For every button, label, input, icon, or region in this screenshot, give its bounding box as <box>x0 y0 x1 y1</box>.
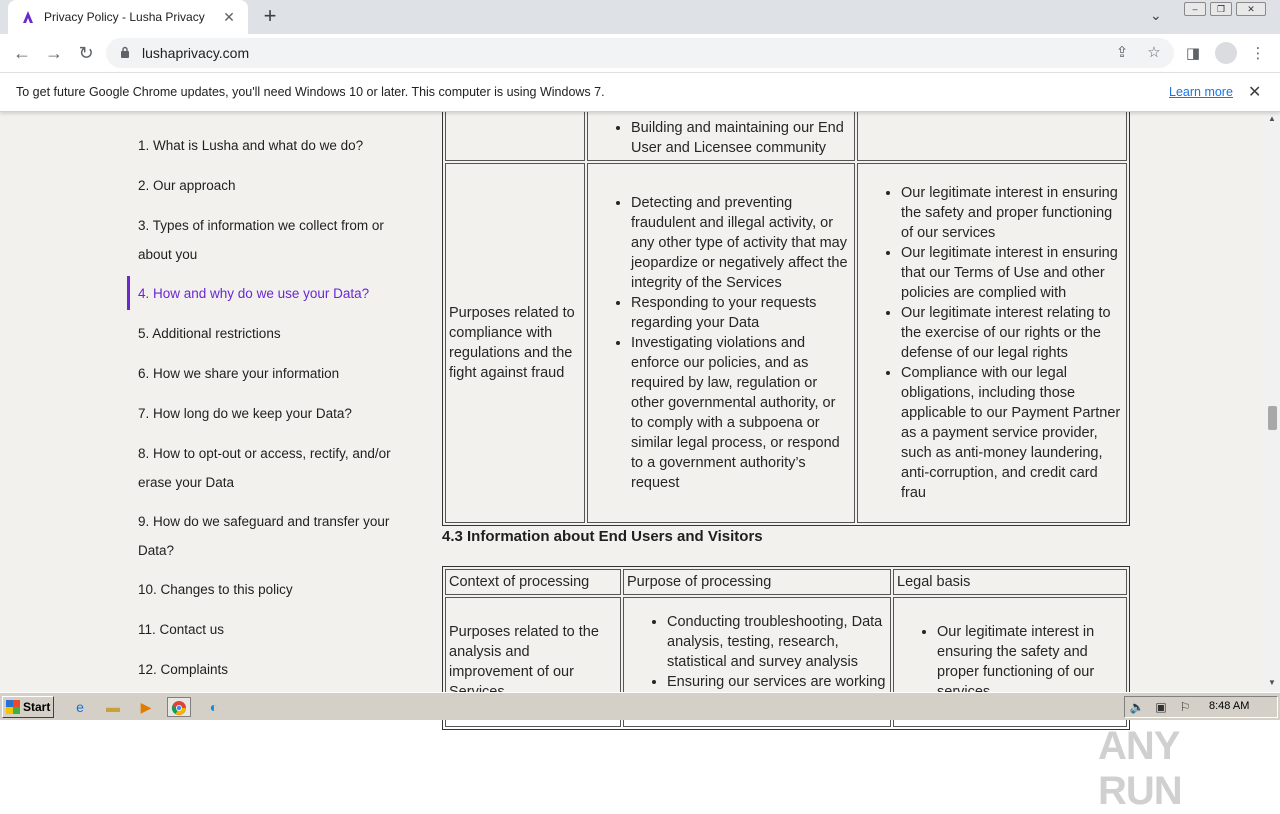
toc-item-9[interactable]: 9. How do we safeguard and transfer your Data? <box>138 514 390 558</box>
toc-item-7[interactable]: 7. How long do we keep your Data? <box>138 406 352 421</box>
row-purpose-cell: Purposes related to compliance with regulations and the fight against fraud <box>445 163 585 523</box>
lock-icon[interactable] <box>120 46 130 59</box>
page-scrollbar[interactable] <box>1264 112 1280 692</box>
action-center-flag-icon[interactable]: ⚐ <box>1179 700 1191 714</box>
bookmark-star-icon[interactable]: ☆ <box>1147 44 1161 61</box>
header-legal: Legal basis <box>893 569 1127 595</box>
file-explorer-icon[interactable]: ▬ <box>106 699 120 715</box>
scroll-down-icon[interactable]: ▼ <box>1268 678 1276 687</box>
toc-item-1[interactable]: 1. What is Lusha and what do we do? <box>138 138 364 153</box>
row-processing-cell <box>587 163 855 523</box>
toc-item-11[interactable]: 11. Contact us <box>138 622 225 637</box>
table-header-row <box>445 569 1127 595</box>
list-item: • Compliance with our legal obligations, including those applicable to our Payment Partner as a payment service provider, such as anti-money laundering, anti-corruption, and credit card frau <box>901 363 1123 503</box>
purposes-table <box>442 98 1130 526</box>
media-player-icon[interactable]: ▶ <box>140 699 152 715</box>
scroll-up-icon[interactable]: ▲ <box>1268 114 1276 123</box>
windows-logo-icon <box>6 700 20 714</box>
lusha-favicon-icon <box>20 9 36 25</box>
browser-titlebar <box>0 0 1280 34</box>
list-item: • Conducting troubleshooting, Data analysis, testing, research, statistical and survey analysis <box>667 612 887 672</box>
tab-title: Privacy Policy - Lusha Privacy <box>44 10 205 24</box>
learn-more-link[interactable]: Learn more <box>1169 85 1233 99</box>
update-infobar <box>0 72 1280 112</box>
scrollbar-thumb[interactable] <box>1268 406 1277 430</box>
list-item: • Detecting and preventing fraudulent and illegal activity, or any other type of activity that may jeopardize or negatively affect the integrity of the Services <box>631 193 851 293</box>
minimize-button[interactable]: – <box>1184 2 1206 16</box>
toc-active-indicator <box>127 276 130 310</box>
list-item: • Ensuring our services are working <box>667 672 887 712</box>
menu-kebab-icon[interactable]: ⋮ <box>1250 45 1266 62</box>
back-arrow-icon[interactable]: ← <box>13 43 31 63</box>
start-button[interactable] <box>2 696 54 718</box>
toc-item-12[interactable]: 12. Complaints <box>138 662 229 677</box>
toc-item-8[interactable]: 8. How to opt-out or access, rectify, and/or erase your Data <box>138 446 391 490</box>
windows-taskbar <box>0 692 1280 720</box>
chrome-icon[interactable] <box>167 697 191 717</box>
list-item: • Our legitimate interest in ensuring the safety and proper functioning of our <box>937 622 1123 702</box>
toc-item-3[interactable]: 3. Types of information we collect from or about you <box>138 218 384 262</box>
restore-button[interactable]: ❐ <box>1210 2 1232 16</box>
row-legal-cell <box>857 163 1127 523</box>
list-item: • Our legitimate interest in ensuring that our Terms of Use and other policies are complied with <box>901 243 1123 303</box>
system-tray <box>1124 696 1278 718</box>
cell-text: User and Licensee community <box>631 140 827 156</box>
tab-search-chevron-icon[interactable]: ⌄ <box>1150 7 1162 23</box>
list-item: • Our legitimate interest in ensuring the safety and proper functioning of our services <box>901 183 1123 243</box>
list-item: • Investigating violations and enforce our policies, and as required by law, regulation or other governmental authority, or to comply with a subpoena or similar legal process, or respond to a government authority’s request <box>631 333 851 493</box>
section-heading-4-3: 4.3 Information about End Users and Visitors <box>442 528 763 545</box>
list-item: • Our legitimate interest relating to the exercise of our rights or the defense of our legal rights <box>901 303 1123 363</box>
side-panel-icon[interactable]: ◨ <box>1185 45 1201 62</box>
start-label: Start <box>23 700 51 714</box>
list-item: • Responding to your requests regarding your Data <box>631 293 851 333</box>
internet-explorer-icon[interactable]: e <box>76 699 84 715</box>
taskbar-clock[interactable]: 8:48 AM <box>1209 700 1250 712</box>
browser-tab[interactable] <box>8 0 248 34</box>
toc-item-4[interactable]: 4. How and why do we use your Data? <box>138 286 370 301</box>
cell-text: Building and maintaining our End <box>631 120 844 136</box>
share-icon[interactable]: ⇪ <box>1115 44 1129 61</box>
address-bar[interactable] <box>106 38 1174 68</box>
browser-toolbar <box>0 34 1280 72</box>
toc-item-2[interactable]: 2. Our approach <box>138 178 236 193</box>
header-purpose: Purpose of processing <box>623 569 891 595</box>
table-row <box>445 163 1127 523</box>
infobar-close-icon[interactable]: ✕ <box>1248 84 1262 101</box>
network-icon[interactable]: ▣ <box>1155 700 1167 714</box>
reload-icon[interactable]: ↻ <box>78 43 94 63</box>
toc-item-5[interactable]: 5. Additional restrictions <box>138 326 281 341</box>
profile-avatar-icon[interactable] <box>1215 42 1237 64</box>
url-text[interactable]: lushaprivacy.com <box>142 45 250 61</box>
window-close-button[interactable]: ✕ <box>1236 2 1266 16</box>
forward-arrow-icon[interactable]: → <box>45 43 63 63</box>
volume-icon[interactable]: 🔈 <box>1129 700 1145 714</box>
edge-icon[interactable]: ◐ <box>209 699 219 715</box>
anyrun-watermark: ANY RUN <box>1098 724 1182 813</box>
infobar-message: To get future Google Chrome updates, you'll need Windows 10 or later. This computer is using Windows 7. <box>16 85 605 99</box>
new-tab-button[interactable]: + <box>263 3 277 28</box>
row-context-cell: Purposes related to the analysis and improvement of our <box>445 597 621 727</box>
tab-close-icon[interactable]: ✕ <box>223 8 235 25</box>
toc-item-6[interactable]: 6. How we share your information <box>138 366 340 381</box>
header-context: Context of processing <box>445 569 621 595</box>
toc-item-10[interactable]: 10. Changes to this policy <box>138 582 293 597</box>
